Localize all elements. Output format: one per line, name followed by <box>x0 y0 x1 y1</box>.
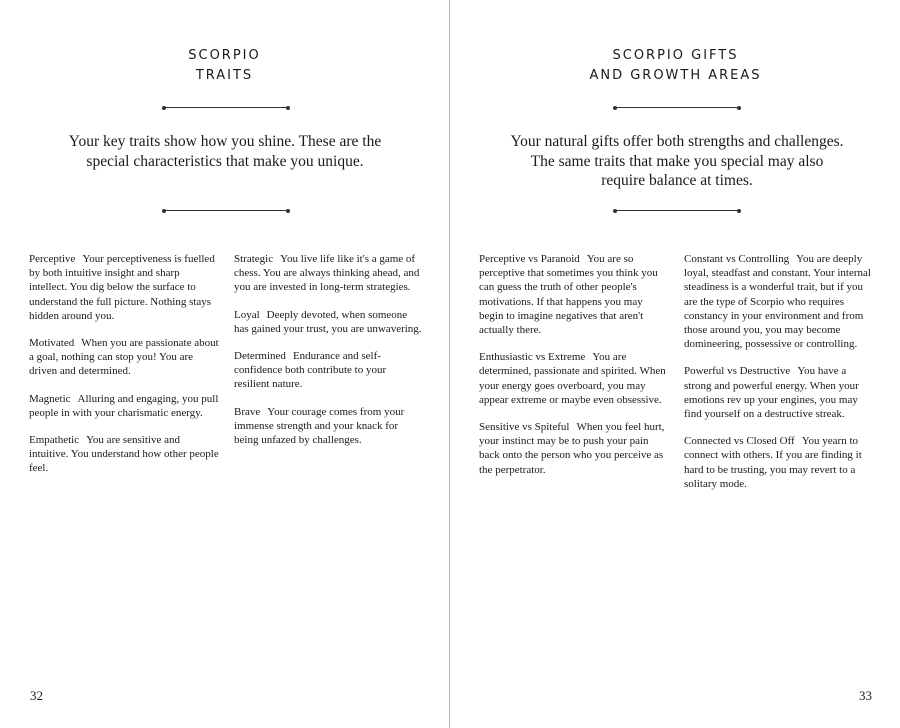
growth-term: Sensitive vs Spiteful <box>479 421 570 434</box>
left-page <box>0 0 449 728</box>
title-line-2: AND GROWTH AREAS <box>589 68 762 83</box>
right-page <box>451 0 900 728</box>
trait-entry <box>29 433 219 476</box>
trait-text: Deeply devoted, when someone has gained your trust, you are unwavering. <box>234 308 422 335</box>
trait-term: Motivated <box>29 337 75 350</box>
trait-term: Perceptive <box>29 253 76 265</box>
growth-text: You are so perceptive that sometimes you think you can guess the truth of other people's motivations. If that happens you may begin to imagine negatives that aren't actually there. <box>479 253 658 337</box>
page-number: 33 <box>859 688 872 703</box>
trait-text: Your perceptiveness is fuelled by both intuitive insight and sharp intellect. You dig below the surface to understand the full picture. Nothing stays hidden around you. <box>29 253 215 322</box>
growth-text: You are determined, passionate and spirited. When your energy goes overboard, you may appear extreme or maybe even obsessive. <box>479 351 666 406</box>
growth-text: You yearn to connect with others. If you are finding it hard to be trusting, you may revert to a solitary mode. <box>684 435 862 490</box>
ornamental-rule-top <box>164 107 288 108</box>
trait-entry <box>234 308 424 336</box>
page-number: 32 <box>30 688 43 703</box>
ornamental-rule-bottom <box>164 210 288 211</box>
ornamental-rule-bottom <box>615 210 739 211</box>
trait-entry <box>234 252 424 295</box>
trait-term: Determined <box>234 350 286 363</box>
growth-term: Connected vs Closed Off <box>684 435 795 448</box>
trait-text: You are sensitive and intuitive. You understand how other people feel. <box>29 434 219 475</box>
title-line-1: SCORPIO <box>188 48 261 63</box>
growth-column-1 <box>479 252 669 490</box>
growth-entry <box>479 420 669 477</box>
trait-text: Your courage comes from your immense strength and your knack for being unfazed by challenges. <box>234 405 405 447</box>
growth-entry <box>479 252 669 337</box>
growth-text: You are deeply loyal, steadfast and constant. Your internal steadiness is a wonderful trait, but if you are the type of Scorpio who requires constancy in your environment and from those around you, you may become domineering, possessive or controlling. <box>684 253 871 351</box>
trait-text: Endurance and self-confidence both contribute to your resilient nature. <box>234 350 387 391</box>
title-line-1: SCORPIO GIFTS <box>612 48 739 63</box>
growth-entry <box>684 252 876 351</box>
trait-entry <box>234 349 424 392</box>
ornamental-rule-top <box>615 107 739 108</box>
trait-text: When you are passionate about a goal, nothing can stop you! You are driven and determined. <box>29 337 219 378</box>
growth-column-2 <box>684 252 876 504</box>
trait-term: Loyal <box>234 308 260 321</box>
growth-term: Powerful vs Destructive <box>684 365 791 378</box>
trait-term: Magnetic <box>29 392 71 405</box>
trait-entry <box>29 252 219 323</box>
intro-text: Your natural gifts offer both strengths and challenges. The same traits that make you special may also require balance at times. <box>510 133 844 189</box>
trait-entry <box>234 405 424 448</box>
trait-entry <box>29 336 219 379</box>
trait-term: Empathetic <box>29 434 80 447</box>
traits-column-2 <box>234 252 424 460</box>
growth-term: Constant vs Controlling <box>684 253 790 265</box>
title-line-2: TRAITS <box>195 68 254 83</box>
trait-term: Strategic <box>234 253 274 265</box>
growth-entry <box>684 434 876 491</box>
growth-text: You have a strong and powerful energy. When your emotions rev up your engines, you may find yourself on a destructive streak. <box>684 365 859 421</box>
trait-text: Alluring and engaging, you pull people in with your charismatic energy. <box>29 392 219 419</box>
page-title <box>451 46 900 86</box>
book-spine-divider <box>449 0 450 728</box>
growth-entry <box>684 364 876 421</box>
trait-entry <box>29 392 219 420</box>
trait-term: Brave <box>234 405 261 418</box>
page-title <box>0 46 449 86</box>
traits-column-1 <box>29 252 219 489</box>
growth-term: Perceptive vs Paranoid <box>479 253 580 265</box>
growth-term: Enthusiastic vs Extreme <box>479 351 586 364</box>
growth-text: When you feel hurt, your instinct may be to push your pain back onto the person who you perceive as the perpetrator. <box>479 421 665 476</box>
intro-text: Your key traits show how you shine. These are the special characteristics that make you unique. <box>68 133 382 170</box>
trait-text: You live life like it's a game of chess. You are always thinking ahead, and you are invested in long-term strategies. <box>234 253 420 294</box>
growth-entry <box>479 350 669 407</box>
